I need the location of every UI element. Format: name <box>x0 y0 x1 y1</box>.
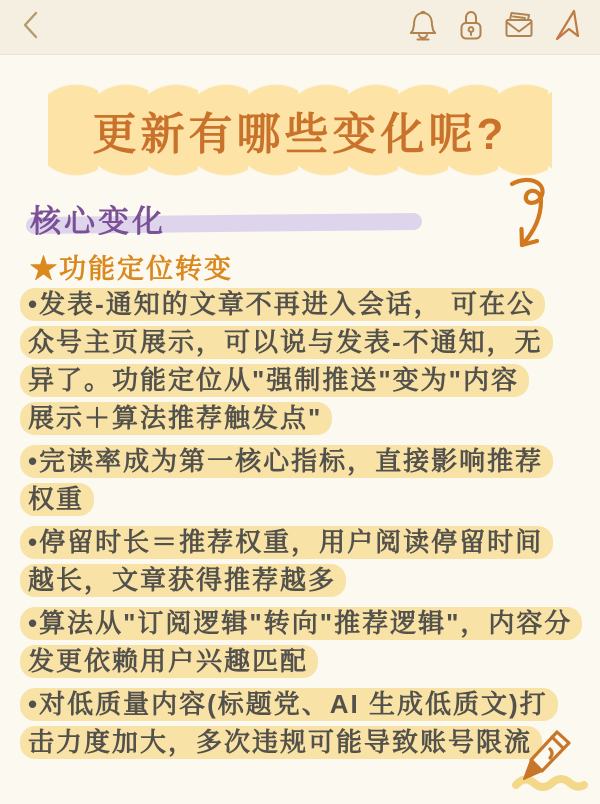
bullet-line: 越长，文章获得推荐越多 <box>20 564 346 597</box>
bell-icon <box>407 7 439 48</box>
send-button[interactable] <box>548 8 586 46</box>
bullet-line: 众号主页展示，可以说与发表-不通知，无 <box>20 326 553 359</box>
bullet-line: •停留时长＝推荐权重，用户阅读停留时间 <box>20 526 553 559</box>
send-cursor-icon <box>551 7 583 48</box>
section-heading: 核心变化 <box>30 204 166 239</box>
notifications-button[interactable] <box>404 8 442 46</box>
bullet-line: 展示＋算法推荐触发点" <box>20 402 332 435</box>
back-button[interactable] <box>14 9 48 45</box>
note-title <box>48 84 552 176</box>
mail-button[interactable] <box>500 8 538 46</box>
bullet-line: 权重 <box>20 483 94 516</box>
bullet-line: 发更依赖用户兴趣匹配 <box>20 645 318 678</box>
chevron-left-icon <box>19 9 43 46</box>
section-heading-wrap <box>30 196 450 240</box>
lock-icon <box>456 7 486 48</box>
bullet-item <box>20 288 592 435</box>
marker-pen-icon <box>510 721 596 804</box>
bullet-list <box>20 288 592 769</box>
bullet-item <box>20 526 592 597</box>
bullet-line: •完读率成为第一核心指标，直接影响推荐 <box>20 445 553 478</box>
section-subheading: ★功能定位转变 <box>30 254 233 284</box>
bullet-item <box>20 445 592 516</box>
mail-icon <box>501 7 537 48</box>
bullet-line: •发表-通知的文章不再进入会话， 可在公 <box>20 288 545 321</box>
note-title-text: 更新有哪些变化呢? <box>92 110 508 159</box>
topbar <box>0 0 600 55</box>
lock-button[interactable] <box>452 8 490 46</box>
bullet-line: 击力度加大，多次违规可能导致账号限流 <box>20 726 542 759</box>
bullet-item <box>20 607 592 678</box>
bullet-line: •算法从"订阅逻辑"转向"推荐逻辑"，内容分 <box>20 607 582 640</box>
curved-arrow-doodle <box>500 176 556 265</box>
bullet-item <box>20 688 592 759</box>
bullet-line: •对低质量内容(标题党、AI 生成低质文)打 <box>20 688 558 721</box>
bullet-line: 异了。功能定位从"强制推送"变为"内容 <box>20 364 529 397</box>
topbar-icon-group <box>404 8 586 46</box>
